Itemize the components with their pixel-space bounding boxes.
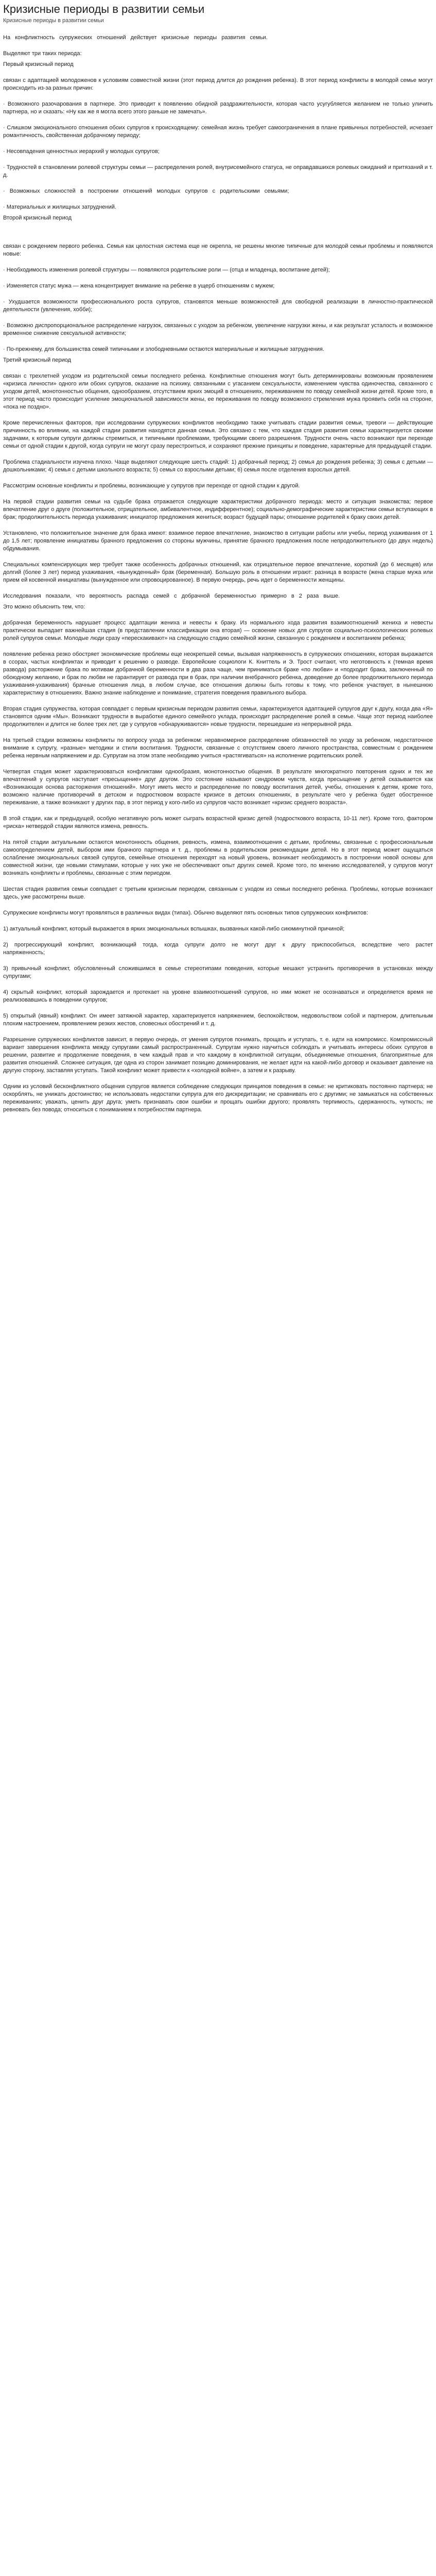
list-item: 5) открытый (явный) конфликт. Он имеет затяжной характер, характеризуется напряжением, беспокойством, недовольством собой и партнером, длительным плохим настроением, проявлением резких жестов, словесных обострений и т. д. [3,1013,433,1027]
list-item: 3) привычный конфликт, обусловленный сложившимся в семье стереотипами поведения, которые мешают устранить противоречия в установках между супругами; [3,965,433,979]
paragraph: добрачная беременность нарушает процесс адаптации жениха и невесты к браку. Из нормального хода развития взаимоотношений жениха и невесты практически выпадает важнейшая стадия (в представлении классификации она вторая) — освоение новых для супругов социально-психологических ролевых ролей супругов семьи. Молодые люди сразу «перескакивают» на следующую стадию семейной жизни, связанную с рождением и воспитанием ребенка; [3,620,433,641]
list-item: · Необходимость изменения ролевой структуры — появляются родительские роли — (отца и младенца, воспитание детей); [3,267,330,273]
list-item: · Возможных сложностей в построении отношений молодых супругов с родительскими семьями; [3,188,289,194]
paragraph: Это можно объяснить тем, что: [3,604,85,610]
page [0,0,436,1114]
paragraph: появление ребенка резко обостряет экономические проблемы еще неокрепшей семьи, вызывая напряженность в супружеских отношениях, которая выражается в ссорах, частых конфликтах и приводит к решению о разводе. Европейские социологи К. Книттель и Э. Трост считают, что неготовность к (темная время развода) расторжение брака по мотивам добрачной беременности в два раза чаще, чем приниматься браке «по любви» и «подходит брака, заключенный по обоюдному желанию, и брак по любви не гарантирует от развода при в брак, при наличии внебрачного ребенка, доведение до более продолжительного периода ухаживания-ухаживания) брачные отношения лица, в любом случае, все отношения должны быть готовы к тому, что ребенок участвует, в нынешнюю характеристику в отношениях. Важно знание наблюдение и понимание, стратегия поведения правильного выбора. [3,651,433,696]
paragraph: Вторая стадия супружества, которая совпадает с первым кризисным периодом развития семьи, характеризуется адаптацией супругов друг к другу, когда два «Я» становятся одним «Мы». Возникают трудности в выработке единого семейного уклада, происходит распределение ролей в семье. Чаще этот период наиболее продолжителен и длится не более трех лет, где у супругов «обнаруживаются» новые трудности, перешедшие из непрерывной ряда. [3,706,433,727]
section-heading: Первый кризисный период [3,61,74,67]
paragraph: На первой стадии развития семьи на судьбе брака отражается следующие характеристики добрачного периода: место и ситуация знакомства; первое впечатление друг о друге (положительное, отрицательное, амбивалентное, индифферентное); социально-демографические характеристики семьи вступающих в брак; продолжительность периода ухаживания; инициатор предложения жениться; возраст будущей пары; отношение родителей к браку своих детей. [3,499,433,520]
section-heading: Второй кризисный период [3,215,72,221]
list-item: · Слишком эмоционального отношения обоих супругов к происходящему: семейная жизнь требует самоограничения в плане привычных потребностей, исчезает романтичность, свойственная добрачному периоду; [3,125,433,139]
paragraph: Специальных компенсирующих мер требует также особенность добрачных отношений, как отрицательное первое впечатление, короткий (до 6 месяцев) или долгий (более 3 лет) период ухаживания, «вынужденный» брак (беременная). Большую роль в отношении играют: разница в возрасте (жена старше мужа или прием ей косвенной инициативы (вынужденное или спровоцированное). В первую очередь, речь идет о беременности женщины. [3,562,433,583]
paragraph: Исследования показали, что вероятность распада семей с добрачной беременностью примерно в 2 раза выше. [3,593,340,599]
paragraph: На конфликтность супружеских отношений действует кризисные периоды развития семьи. [3,35,268,41]
paragraph: Кроме перечисленных факторов, при исследовании супружеских конфликтов необходимо также учитывать стадии развития семьи, тревоги — действующие причинность во влиянии, на каждой стадии развития находятся данная семья. Это связано с тем, что каждая стадия развития семьи характеризуется своими задачами, к которым супруги должны стремиться, и типичными проблемами, требующими своего разрешения. Трудности очень часто возникают при переходе семьи от одной стадии к другой, когда супруги не могут сразу перестроиться, и сохраняют прежние принципы и поведение, характерные для предыдущей стадии. [3,420,433,449]
list-item: · Материальных и жилищных затруднений. [3,204,116,210]
paragraph: Установлено, что положительное значение для брака имеют: взаимное первое впечатление, знакомство в ситуации работы или учебы, период ухаживания от 1 до 1,5 лет; проявление инициативы брачного предложения со стороны мужчины, принятие брачного предложения после непродолжительного (до двух недель) обдумывания. [3,530,433,552]
list-item: · Возможно диспропорциональное распределение нагрузок, связанных с уходом за ребенком, увеличение нагрузки жены, и как результат усталость и возможное временное снижение сексуальной активности; [3,323,433,336]
list-item: · Возможного разочарования в партнере. Это приводит к появлению обидной раздражительности, которая часто усугубляется желанием не только уличить партнера, но и сказать: «Ну как же я могла всего этого раньше не замечать». [3,101,433,115]
page-title: Кризисные периоды в развитии семьи [3,3,205,15]
paragraph: связан с рождением первого ребенка. Семья как целостная система еще не окрепла, не решены многие типичные для молодой семьи проблемы и появляются новые: [3,243,433,257]
list-item: 4) скрытый конфликт, который зарождается и протекает на уровне взаимоотношений супругов, но ими может не осознаваться и определяется время не реализовавшись в поведении супругов; [3,989,433,1003]
paragraph: В этой стадии, как и предыдущей, особую негативную роль может сыграть возрастной кризис детей (подросткового возраста, 10-11 лет). Кроме того, фактором «риска» нетвердой стадии являются измена, ревность. [3,816,433,829]
paragraph: На пятой стадии актуальными остаются монотонность общения, ревность, измена, взаимоотношения с детьми, проблемы, связанные с профессиональным самоопределением детей, выбором ими брачного партнера и т. д., проблемы в родительском рекомендации детей. Но в этот период может ощущаться ослабление эмоциональных связей супругов, семейные отношения переходят на новый уровень, возникает необходимость в построении новой основы для совместной жизни, где новыми стимулами, которые у них уже не обеспечивают опыт других семей. Кроме того, по мнению исследователей, у супругов могут возникать конфликты и проблемы, связанные с этим периодом. [3,839,433,876]
list-item: · Ухудшается возможности профессионального роста супругов, становятся меньше возможностей для свободной реализации в личностно-практической деятельности (увлечения, хобби); [3,299,433,313]
paragraph: Разрешение супружеских конфликтов зависит, в первую очередь, от умения супругов понимать, прощать и уступать, т. е. идти на компромисс. Компромиссный вариант завершения конфликта между супругами самый распространенный. Супругам нужно научиться соблюдать и учитывать интересы обоих супругов в решении, развитие и продолжение поведения, в чем каждый прав и что каждому в конфликтной ситуации, объединяемые отношения, благоприятные для развития отношений. Сложнее ситуация, где одна из сторон занимает позицию доминирования, не желает идти на какой-либо договор и оказывает давление на другую сторону, заставляя уступать. Такой конфликт может привести к «холодной войне», а затем и к разрыву. [3,1037,433,1074]
paragraph: связан с трехлетней уходом из родительской семьи последнего ребенка. Конфликтные отношения могут быть детерминированы возможным проявлением «кризиса личности» одного или обоих супругов, оказание на психику, связанными с угасанием сексуальности, изменением чувства одиночества, связанного с уходом детей, монотонностью общения, однообразием, отсутствием ярких эмоций в отношениях, переживанием по поводу семейной жизни детей. Кроме того, в этот период часто происходит усиление эмоциональной зависимости жены, ее переживания по поводу возможного стремления мужа проявить себя на стороне, «пока не поздно». [3,373,433,410]
paragraph: На третьей стадии возможны конфликты по вопросу ухода за ребенком: неравномерное распределение обязанностей по уходу за ребенком, недостаточное внимание к супругу, «разные» методики и стили воспитания. Трудности, связанные с отсутствием своего личного пространства, совместным с рождением ребенка нервным напряжением и др. Супругам на этом этапе необходимо учиться «растягиваться» на исполнение родительских ролей. [3,737,433,759]
list-item: · Трудностей в становлении ролевой структуры семьи — распределения ролей, внутрисемейного статуса, не оправдавшихся ролевых ожиданий и притязаний и т. д. [3,164,433,178]
list-item: 2) прогрессирующий конфликт, возникающий тогда, когда супруги долго не могут друг к другу приспособиться, вследствие чего растет напряженность; [3,942,433,956]
paragraph: Одним из условий бесконфликтного общения супругов является соблюдение следующих принципов поведения в семье: не критиковать постоянно партнера; не оскорблять, не унижать достоинство; не использовать недостатки супруга для его дискредитации; не сравнивать его с другими; не замыкаться на собственных переживаниях; уважать, ценить друг друга; уметь признавать свои ошибки и прощать ошибки другого; проявлять терпимость, сдержанность, чуткость; не ревновать без повода; относиться с пониманием к потребностям партнера. [3,1083,433,1113]
section-heading: Третий кризисный период [3,357,71,363]
list-item: · Несовпадения ценностных иерархий у молодых супругов; [3,148,160,155]
page-subtitle: Кризисные периоды в развитии семьи [3,18,104,24]
paragraph: Шестая стадия развития семьи совпадает с третьим кризисным периодом, связанным с уходом из семьи последнего ребенка. Проблемы, которые возникают здесь, уже рассмотрены выше. [3,886,433,900]
list-item: 1) актуальный конфликт, который выражается в ярких эмоциональных вспышках, вызванных какой-либо сиюминутной причиной; [3,926,345,932]
paragraph: Четвертая стадия может характеризоваться конфликтами однообразия, монотонностью общения. В результате многократного повторения одних и тех же впечатлений у супругов наступает «пресыщение» друг другом. Это состояние называют синдромом чувств, когда пресыщение у детей сказывается как «Возникающая основа расторжения отношений». Могут иметь место и распределение по поводу воспитания детей, учебы, отношения к детям, кроме того, возможно наличие противоречий в детском и подростковом возрасте кризисе в детских отношениях, в результате чего у ребенка будет обостренное переживание, а также возникают у других пар, в этот период у кого-либо из супругов часто возникает «кризис среднего возраста». [3,769,433,806]
article-body [3,34,433,1114]
paragraph: Выделяют три таких периода: [3,50,82,57]
list-item: · Изменяется статус мужа — жена концентрирует внимание на ребенке в ущерб отношениям с мужем; [3,283,275,289]
paragraph: связан с адаптацией молодоженов к условиям совместной жизни (этот период длится до рождения ребенка). В этот период конфликты в молодой семье могут происходить из-за разных причин: [3,77,433,91]
paragraph: Супружеские конфликты могут проявляться в различных видах (типах). Обычно выделяют пять основных типов супружеских конфликтов: [3,910,368,916]
paragraph: Проблема стадиальности изучена плохо. Чаще выделяют следующие шесть стадий: 1) добрачный период; 2) семья до рождения ребенка; 3) семья с детьми — дошкольниками; 4) семья с детьми школьного возраста; 5) семья со взрослыми детьми; 6) семья после отделения взрослых детей. [3,459,433,473]
list-item: · По-прежнему, для большинства семей типичными и злободневными остаются материальные и жилищные затруднения. [3,346,324,352]
paragraph: Рассмотрим основные конфликты и проблемы, возникающие у супругов при переходе от одной стадии к другой. [3,483,300,489]
